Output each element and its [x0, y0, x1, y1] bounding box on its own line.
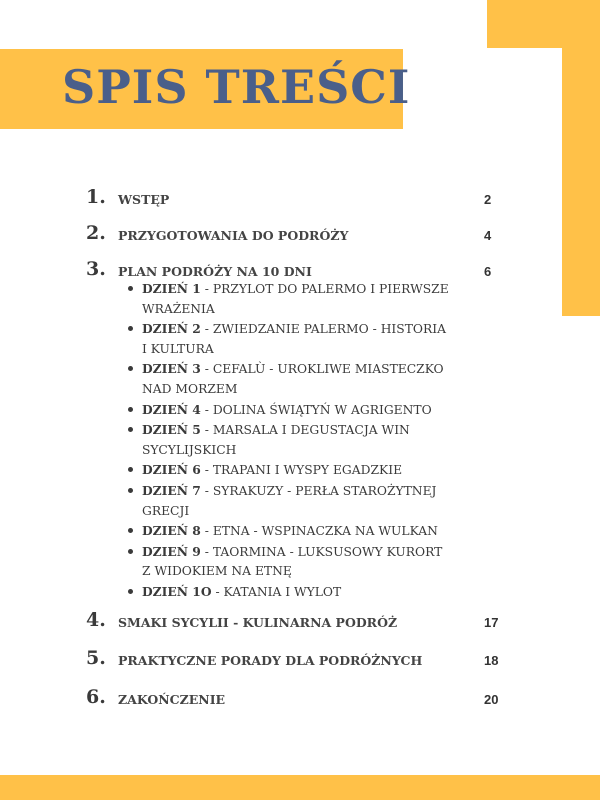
day-text: - TAORMINA - LUKSUSOWY KURORT Z WIDOKIEM NA ETNĘ [142, 544, 443, 579]
day-label: DZIEŃ 9 [142, 543, 201, 559]
day-text: - ETNA - WSPINACZKA NA WULKAN [200, 524, 438, 539]
day-label: DZIEŃ 7 [142, 482, 201, 498]
day-item-4[interactable] [124, 400, 454, 421]
day-label: DZIEŃ 5 [142, 422, 201, 438]
toc-entry-label: ZAKOŃCZENIE [118, 692, 226, 707]
day-label: DZIEŃ 3 [142, 361, 201, 377]
day-item-1[interactable] [124, 279, 454, 319]
toc-entry-number: 4. [86, 609, 106, 631]
day-label: DZIEŃ 6 [142, 462, 201, 478]
day-text: - PRZYLOT DO PALERMO I PIERWSZE WRAŻENIA [142, 282, 449, 316]
toc-entry-5[interactable] [0, 647, 600, 677]
page-title: SPIS TREŚCI [62, 60, 411, 114]
toc-entry-page: 4 [484, 228, 492, 243]
toc-entry-4[interactable] [0, 609, 600, 639]
toc-entry-label: SMAKI SYCYLII - KULINARNA PODRÓŻ [118, 615, 398, 630]
day-text: - ZWIEDZANIE PALERMO - HISTORIA I KULTURA [142, 322, 446, 356]
day-text: - SYRAKUZY - PERŁA STAROŻYTNEJ GRECJI [142, 483, 437, 518]
toc-entry-page: 2 [484, 192, 492, 207]
day-text: - CEFALÙ - UROKLIWE MIASTECZKO NAD MORZEM [142, 362, 444, 396]
day-label: DZIEŃ 2 [142, 321, 201, 337]
toc-entry-page: 6 [484, 264, 492, 279]
toc-entry-page: 17 [484, 615, 499, 630]
day-item-3[interactable] [124, 359, 454, 399]
day-item-7[interactable] [124, 481, 454, 521]
toc-entry-number: 3. [86, 258, 106, 280]
toc-entry-label: PRZYGOTOWANIA DO PODRÓŻY [118, 228, 349, 243]
day-text: - MARSALA I DEGUSTACJA WIN SYCYLIJSKICH [142, 423, 410, 457]
toc-entry-6[interactable] [0, 686, 600, 716]
day-label: DZIEŃ 8 [142, 523, 201, 539]
day-item-5[interactable] [124, 420, 454, 460]
toc-entry-label: PLAN PODRÓŻY NA 10 DNI [118, 264, 312, 279]
day-item-8[interactable] [124, 521, 454, 542]
day-text: - KATANIA I WYLOT [211, 584, 342, 599]
day-text: - DOLINA ŚWIĄTYŃ W AGRIGENTO [200, 402, 432, 417]
day-item-9[interactable] [124, 542, 454, 582]
toc-entry-page: 20 [484, 692, 499, 707]
day-item-10[interactable] [124, 582, 454, 603]
toc-entry-2[interactable] [0, 222, 600, 252]
decorative-bottom-bar [0, 775, 600, 800]
toc-entry-page: 18 [484, 653, 499, 668]
day-label: DZIEŃ 4 [142, 401, 201, 417]
day-text: - TRAPANI I WYSPY EGADZKIE [200, 463, 403, 478]
day-list [124, 279, 454, 603]
toc-entry-number: 1. [86, 186, 106, 208]
toc-entry-label: PRAKTYCZNE PORADY DLA PODRÓŻNYCH [118, 653, 423, 668]
day-label: DZIEŃ 1 [142, 281, 201, 296]
toc-entry-label: WSTĘP [118, 192, 170, 207]
day-label: DZIEŃ 1O [142, 583, 212, 599]
toc-entry-number: 6. [86, 686, 106, 708]
toc-entry-1[interactable] [0, 186, 600, 216]
day-item-6[interactable] [124, 460, 454, 481]
toc-entry-number: 2. [86, 222, 106, 244]
day-item-2[interactable] [124, 319, 454, 359]
toc-entry-number: 5. [86, 647, 106, 669]
